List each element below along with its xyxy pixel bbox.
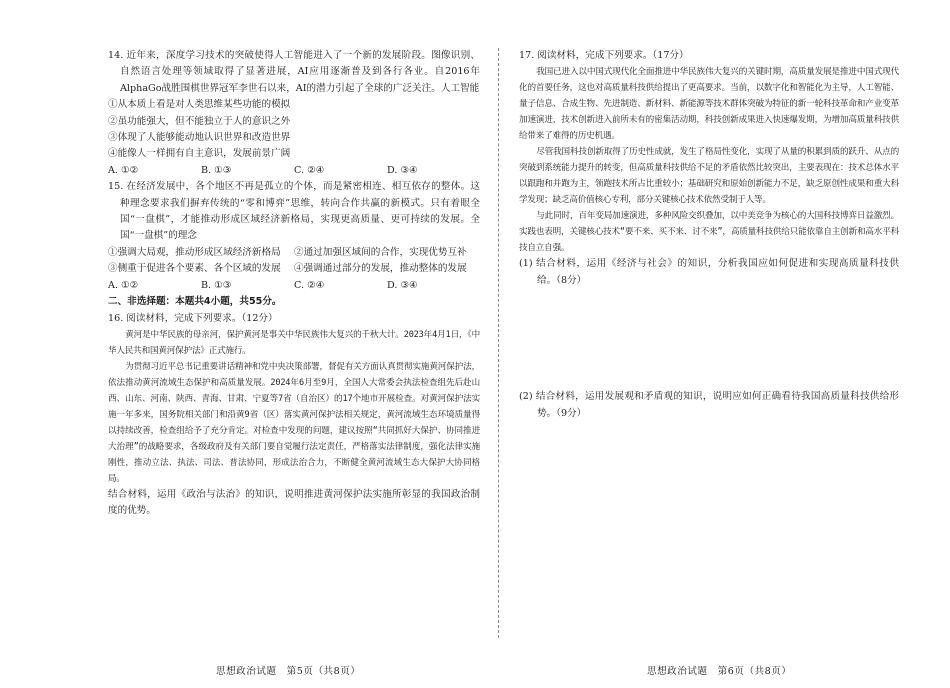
question-15-stem: 15. 在经济发展中，各个地区不再是孤立的个体，而是紧密相连、相互依存的整体。这种理念要求我们摒弃传统的“零和博弈”思维，转向合作共赢的新模式。只有着眼全国“一盘棋”，才能推动形成区域经济新格局，实现更高质量、更可持续的发展。全国“一盘棋”的理念 [108, 181, 480, 242]
question-14-statement: ②虽功能强大，但不能独立于人的意识之外 [108, 115, 291, 127]
choice-c: C. ②④ [294, 164, 325, 176]
question-17-part-1: (1) 结合材料，运用《经济与社会》的知识，分析我国应如何促进和实现高质量科技供给。（8分） [519, 258, 899, 286]
question-17-title: 17. 阅读材料，完成下列要求。（17分） [519, 50, 689, 61]
question-17-part-2: (2) 结合材料，运用发展观和矛盾观的知识，说明应如何正确看待我国高质量科技供给形势。（9分） [519, 391, 899, 419]
question-16-requirement: 结合材料，运用《政治与法治》的知识，说明推进黄河保护法实施所彰显的我国政治制度的优势。 [108, 488, 480, 517]
material-paragraph: 我国已进入以中国式现代化全面推进中华民族伟大复兴的关键时期，高质量发展是推进中国式现代化的首要任务，这也对高质量科技供给提出了更高要求。当前，以数字化和智能化为主导，人工智能、量子信息、合成生物、先进制造、新材料、新能源等技术群体突破为特征的新一轮科技革命和产业变革加速演进，技术创新进入前所未有的密集活动期，科技创新成果进入快速爆发期，为增加高质量科技供给带来了难得的历史机遇。 [519, 67, 899, 142]
material-paragraph: 为贯彻习近平总书记重要讲话精神和党中央决策部署，督促有关方面认真贯彻实施黄河保护法，依法推动黄河流域生态保护和高质量发展。2024年6月至9月，全国人大常委会执法检查组先后赴山西、山东、河南、陕西、青海、甘肃、宁夏等7省（自治区）的17个地市开展检查。对黄河保护法实施一年多来，国务院相关部门和沿黄9省（区）落实黄河保护法相关规定，黄河流域生态环境质量得以持续改善，检查组给予了充分肯定。对检查中发现的问题，建议按照“共同抓好大保护、协同推进大治理”的战略要求，各级政府及有关部门要自觉履行法定责任，严格落实法律制度，强化法律实施刚性，推动立法、执法、司法、普法协同，形成法治合力，不断健全黄河流域生态大保护大协同格局。 [108, 361, 480, 484]
question-15-choices [108, 278, 480, 294]
question-17 [519, 48, 899, 422]
material-paragraph: 黄河是中华民族的母亲河，保护黄河是事关中华民族伟大复兴的千秋大计。2023年4月1日，《中华人民共和国黄河保护法》正式施行。 [108, 329, 480, 356]
question-14-statement: ③体现了人能够能动地认识世界和改造世界 [108, 132, 291, 144]
material-paragraph: 与此同时，百年变局加速演进，多种风险交织叠加，以中美竞争为核心的大国科技博弈日益激烈。实践也表明，关键核心技术“要不来、买不来、讨不来”，高质量科技供给只能依靠自主创新和高水平科技自立自强。 [519, 211, 899, 254]
section-heading: 二、非选择题：本题共4小题，共55分。 [108, 296, 282, 308]
question-15-statement: ④强调通过部分的发展，推动整体的发展 [294, 263, 467, 275]
question-14-stem: 14. 近年来，深度学习技术的突破使得人工智能进入了一个新的发展阶段。图像识别、自然语言处理等领域取得了显著进展，AI应用逐渐普及到各行各业。自2016年AlphaGo战胜围棋世界冠军李世石以来，AI的潜力引起了全球的广泛关注。人工智能 [108, 50, 480, 94]
question-15-statement-row [108, 261, 480, 277]
question-16-material [108, 327, 480, 487]
question-16 [108, 311, 480, 520]
question-15 [108, 179, 480, 294]
page-footer: 思想政治试题 第6页（共8页） [647, 666, 792, 677]
choice-a: A. ①② [108, 164, 139, 176]
page-footer: 思想政治试题 第5页（共8页） [216, 666, 361, 677]
question-14-statement: ④能像人一样拥有自主意识，发展前景广阔 [108, 148, 291, 160]
choice-d: D. ③④ [387, 279, 418, 291]
choice-b: B. ①③ [201, 164, 232, 176]
question-15-statement: ②通过加强区域间的合作，实现优势互补 [294, 246, 467, 258]
question-15-statement: ③侧重于促进各个要素、各个区域的发展 [108, 263, 281, 275]
question-14-statement: ①从本质上看是对人类思维某些功能的模拟 [108, 99, 291, 111]
question-17-material [519, 64, 899, 256]
material-paragraph: 尽管我国科技创新取得了历史性成就，发生了格局性变化，实现了从量的积累到质的跃升、从点的突破到系统能力提升的转变，但高质量科技供给不足的矛盾依然比较突出，主要表现在：技术总体水平以跟跑和并跑为主，领跑技术所占比重较小；基础研究和原始创新能力不足，缺乏原创性成果和重大科学发现；缺乏高价值核心专利，部分关键核心技术依然受制于人等。 [519, 147, 899, 206]
choice-c: C. ②④ [294, 279, 325, 291]
question-15-statement-row [108, 245, 480, 261]
question-14 [108, 48, 480, 179]
exam-page-6 [475, 0, 950, 688]
question-16-title: 16. 阅读材料，完成下列要求。（12分） [108, 312, 278, 324]
answer-space [519, 289, 899, 389]
question-14-choices [108, 163, 480, 179]
choice-d: D. ③④ [387, 164, 418, 176]
choice-b: B. ①③ [201, 279, 232, 291]
left-column [108, 48, 480, 520]
right-column [519, 48, 899, 422]
choice-a: A. ①② [108, 279, 139, 291]
question-15-statement: ①强调大局观，推动形成区域经济新格局 [108, 246, 281, 258]
